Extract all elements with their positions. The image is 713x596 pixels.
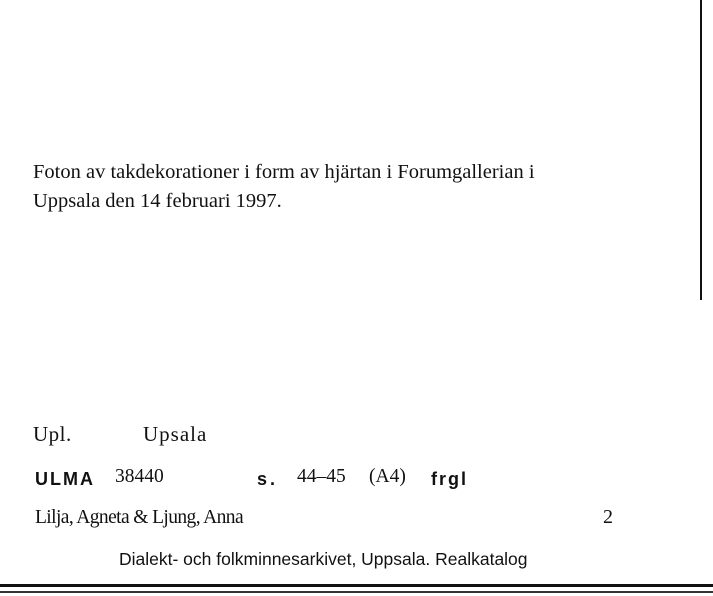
paper-format: (A4)	[369, 466, 406, 487]
card-bottom-edge-shadow	[0, 591, 713, 593]
place-name: Upsala	[143, 422, 208, 446]
card-number: 2	[603, 506, 613, 528]
material-code: frgl	[431, 469, 468, 489]
page-range: 44–45	[297, 466, 346, 487]
accession-number: 38440	[115, 466, 164, 487]
card-bottom-edge	[0, 584, 713, 587]
place-region: Upl.	[33, 422, 72, 446]
collector-names: Lilja, Agneta & Ljung, Anna	[35, 507, 244, 528]
pages-label: s.	[257, 469, 279, 489]
card-description	[33, 158, 693, 216]
archive-footer: Dialekt- och folkminnesarkivet, Uppsala. Realkatalog	[119, 549, 528, 569]
description-line-1: Foton av takdekorationer i form av hjärtan i Forumgallerian i	[33, 161, 535, 183]
description-line-2: Uppsala den 14 februari 1997.	[33, 190, 282, 212]
archive-code: ULMA	[35, 469, 95, 489]
card-right-edge	[700, 0, 702, 300]
